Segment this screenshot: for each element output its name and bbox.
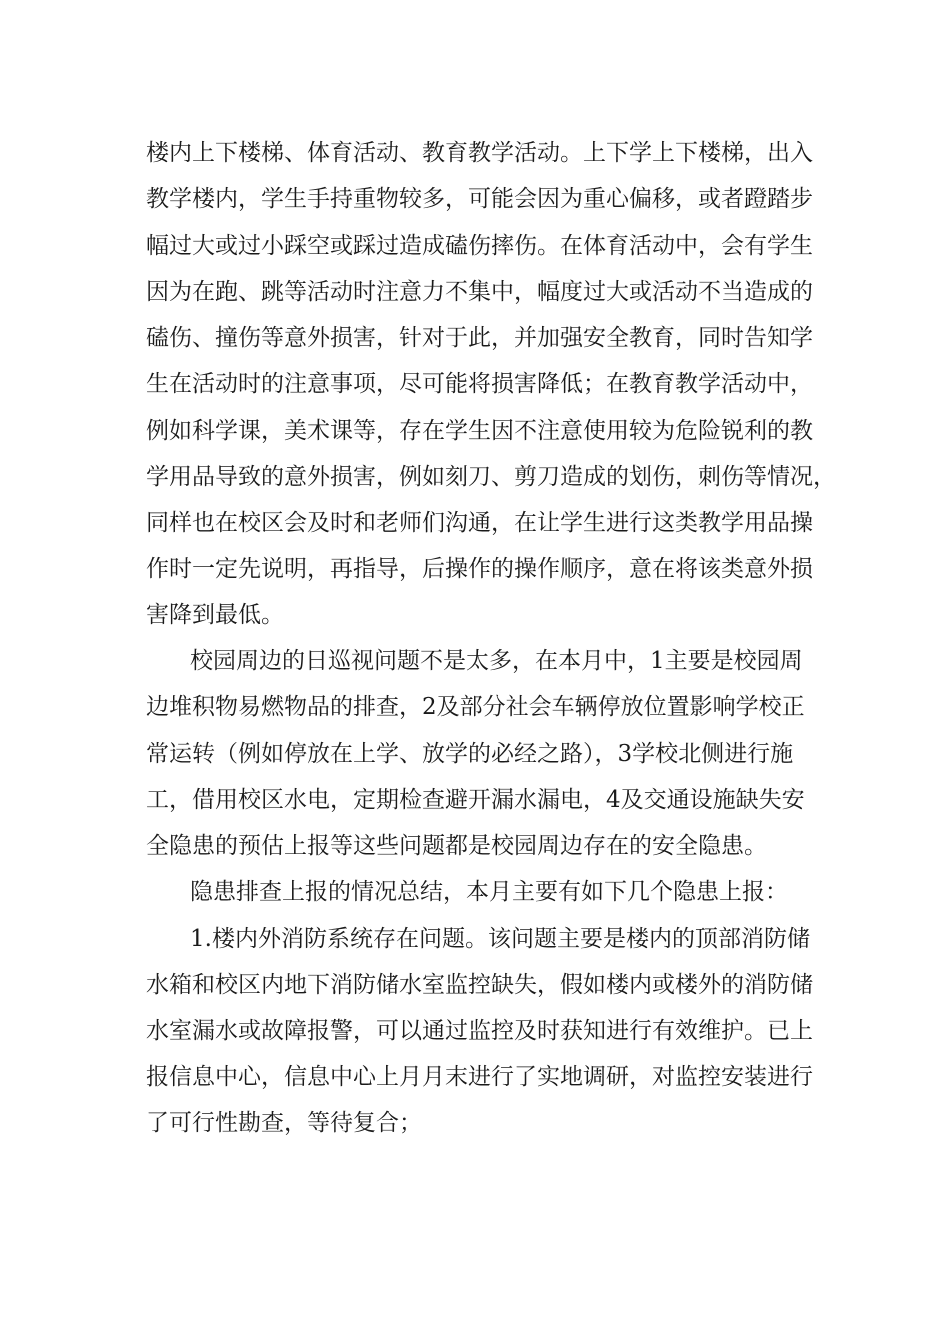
text-line: 楼内上下楼梯、体育活动、教育教学活动。上下学上下楼梯，出入 (146, 140, 813, 166)
text-line: 校园周边的日巡视问题不是太多，在本月中，1主要是校园周 (190, 648, 803, 674)
text-line: 常运转（例如停放在上学、放学的必经之路），3学校北侧进行施 (146, 741, 794, 767)
text-line: 全隐患的预估上报等这些问题都是校园周边存在的安全隐患。 (146, 833, 767, 859)
text-line: 害降到最低。 (146, 602, 284, 628)
text-line: 水室漏水或故障报警，可以通过监控及时获知进行有效维护。已上 (146, 1018, 813, 1044)
text-line: 了可行性勘查，等待复合； (146, 1110, 422, 1136)
text-line: 报信息中心，信息中心上月月末进行了实地调研，对监控安装进行 (146, 1064, 813, 1090)
text-line: 因为在跑、跳等活动时注意力不集中，幅度过大或活动不当造成的 (146, 279, 813, 305)
text-line: 磕伤、撞伤等意外损害，针对于此，并加强安全教育，同时告知学 (146, 325, 813, 351)
text-line: 作时一定先说明，再指导，后操作的操作顺序，意在将该类意外损 (146, 556, 813, 582)
text-line: 幅过大或过小踩空或踩过造成磕伤摔伤。在体育活动中，会有学生 (146, 233, 813, 259)
text-line: 例如科学课，美术课等，存在学生因不注意使用较为危险锐利的教 (146, 418, 813, 444)
text-line: 边堆积物易燃物品的排查，2及部分社会车辆停放位置影响学校正 (146, 694, 805, 720)
text-line: 同样也在校区会及时和老师们沟通，在让学生进行这类教学用品操 (146, 510, 813, 536)
text-line: 生在活动时的注意事项，尽可能将损害降低；在教育教学活动中， (146, 371, 813, 397)
text-line: 水箱和校区内地下消防储水室监控缺失，假如楼内或楼外的消防储 (146, 972, 813, 998)
text-line: 学用品导致的意外损害，例如刻刀、剪刀造成的划伤，刺伤等情况， (146, 464, 836, 490)
text-line: 隐患排查上报的情况总结，本月主要有如下几个隐患上报： (190, 879, 788, 905)
text-line: 1.楼内外消防系统存在问题。该问题主要是楼内的顶部消防储 (190, 926, 810, 952)
text-line: 教学楼内，学生手持重物较多，可能会因为重心偏移，或者蹬踏步 (146, 186, 813, 212)
text-line: 工，借用校区水电，定期检查避开漏水漏电，4及交通设施缺失安 (146, 787, 805, 813)
